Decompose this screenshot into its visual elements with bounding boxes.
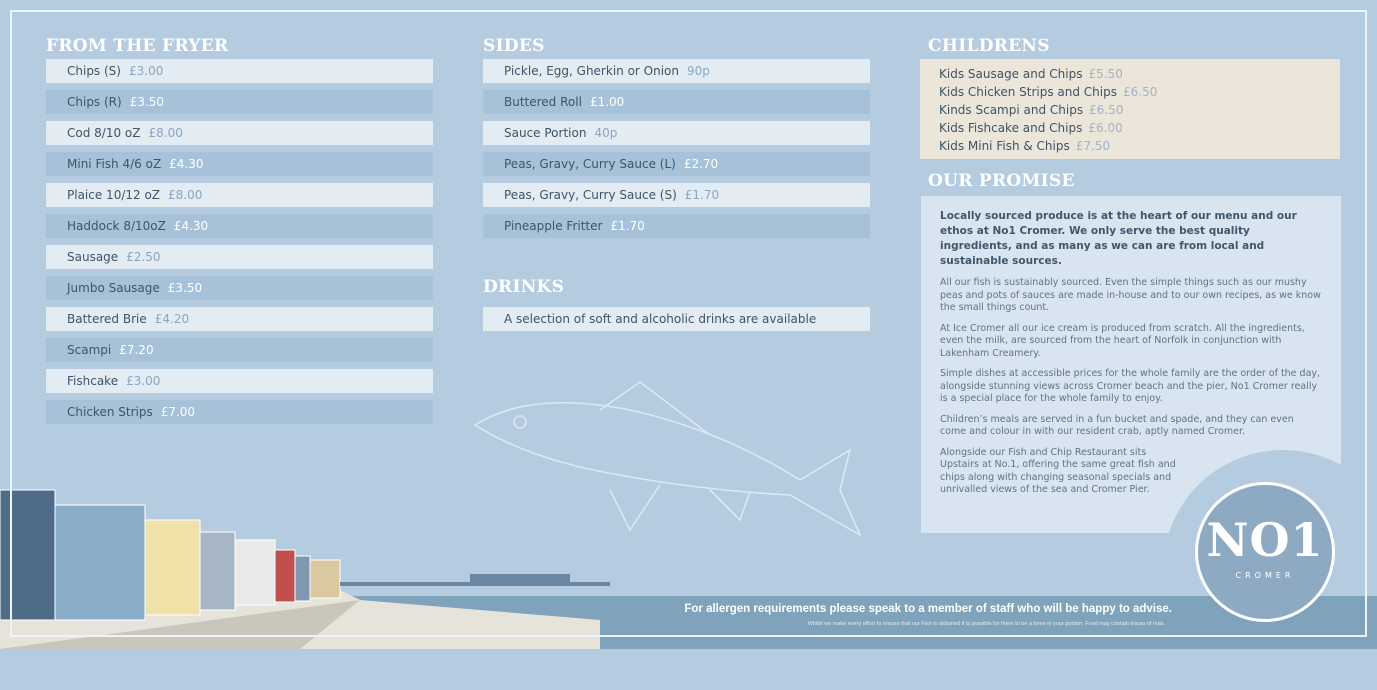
menu-item <box>939 67 1321 85</box>
item-name: Chips (R) <box>67 95 122 109</box>
item-name: Kids Mini Fish & Chips <box>939 139 1070 153</box>
drinks-item <box>483 307 870 331</box>
item-price: 40p <box>594 126 618 140</box>
sides-heading: SIDES <box>483 36 545 56</box>
item-price: £4.30 <box>173 219 209 233</box>
item-name: Sauce Portion <box>504 126 587 140</box>
item-price: £4.20 <box>154 312 190 326</box>
menu-item <box>46 276 433 300</box>
item-name: Kinds Scampi and Chips <box>939 103 1084 117</box>
item-price: £4.30 <box>169 157 204 171</box>
menu-item <box>46 152 433 176</box>
item-name: Cod 8/10 oZ <box>67 126 141 140</box>
item-name: Haddock 8/10oZ <box>67 219 166 233</box>
menu-item <box>483 90 870 114</box>
item-name: Kids Fishcake and Chips <box>939 121 1083 135</box>
item-price: £3.50 <box>129 95 165 109</box>
promise-heading: OUR PROMISE <box>928 171 1075 191</box>
promise-paragraph: At Ice Cromer all our ice cream is produced from scratch. All the ingredients, even the milk, are sourced from the heart of Norfolk in conjunction with Lakenham Creamery. <box>940 322 1305 359</box>
item-price: £3.00 <box>128 64 164 78</box>
menu-item <box>483 183 870 207</box>
menu-item <box>939 121 1321 139</box>
menu-item <box>939 139 1321 157</box>
item-name: Jumbo Sausage <box>67 281 160 295</box>
item-name: Buttered Roll <box>504 95 582 109</box>
bone-disclaimer: Whilst we make every effort to ensure that our Fish is deboned it is possible for there to be a bone in your portion. Food may contain traces of nuts. <box>807 621 1165 627</box>
drinks-text: A selection of soft and alcoholic drinks are available <box>504 312 817 326</box>
fryer-list <box>46 59 433 431</box>
logo-mark: NO1 <box>1206 513 1324 567</box>
item-price: £2.70 <box>683 157 719 171</box>
item-price: £8.00 <box>168 188 203 202</box>
item-name: Plaice 10/12 oZ <box>67 188 161 202</box>
menu-item <box>483 59 870 83</box>
drinks-heading: DRINKS <box>483 277 565 297</box>
item-price: £6.00 <box>1088 121 1123 135</box>
menu-item <box>483 214 870 238</box>
sides-list <box>483 59 870 245</box>
logo-place: CROMER <box>1235 571 1295 580</box>
promise-paragraph: All our fish is sustainably sourced. Even the simple things such as our mushy peas and pots of sauces are made in-house and to our own recipes, as we know the small things count. <box>940 277 1321 313</box>
item-name: Peas, Gravy, Curry Sauce (S) <box>504 188 677 202</box>
promise-paragraph: Locally sourced produce is at the heart of our menu and our ethos at No1 Cromer. We only serve the best quality ingredients, and as many as we can are from local and sustainable sources. <box>940 210 1297 267</box>
item-price: £3.00 <box>126 374 161 388</box>
item-price: £6.50 <box>1122 85 1158 99</box>
menu-item <box>46 183 433 207</box>
item-name: Sausage <box>67 250 119 264</box>
menu-item <box>483 152 870 176</box>
promise-paragraph: Simple dishes at accessible prices for the whole family are the order of the day, alongside stunning views across Cromer beach and the pier, No1 Cromer really is a special place for the whole family to enjoy. <box>940 368 1321 404</box>
item-price: £5.50 <box>1088 67 1123 81</box>
menu-item <box>46 245 433 269</box>
menu-item <box>46 307 433 331</box>
item-price: £1.00 <box>589 95 625 109</box>
promise-paragraph: Alongside our Fish and Chip Restaurant sits Upstairs at No.1, offering the same great fish and chips along with changing seasonal specials and unrivalled views of the sea and Cromer Pier. <box>940 446 1176 495</box>
item-name: Pickle, Egg, Gherkin or Onion <box>504 64 679 78</box>
item-name: Chicken Strips <box>67 405 153 419</box>
item-price: £6.50 <box>1089 103 1124 117</box>
menu-item <box>483 121 870 145</box>
menu-item <box>46 369 433 393</box>
menu-item <box>46 59 433 83</box>
menu-item <box>46 121 433 145</box>
item-name: Kids Chicken Strips and Chips <box>939 85 1117 99</box>
item-price: £7.20 <box>119 343 154 357</box>
item-name: Mini Fish 4/6 oZ <box>67 157 162 171</box>
no1-cromer-logo <box>1195 482 1335 622</box>
allergen-notice: For allergen requirements please speak to a member of staff who will be happy to advise. <box>684 603 1172 615</box>
item-name: Battered Brie <box>67 312 147 326</box>
menu-item <box>46 400 433 424</box>
item-name: Kids Sausage and Chips <box>939 67 1083 81</box>
promise-paragraph: Children’s meals are served in a fun bucket and spade, and they can even come and colour in with our resident crab, aptly named Cromer. <box>940 413 1294 437</box>
beach-scene <box>0 470 620 649</box>
menu-item <box>939 85 1321 103</box>
item-price: 90p <box>687 64 710 78</box>
item-price: £1.70 <box>684 188 720 202</box>
menu-item <box>46 90 433 114</box>
item-price: £8.00 <box>148 126 183 140</box>
menu-item <box>46 338 433 362</box>
drinks-list <box>483 307 870 338</box>
item-price: £2.50 <box>126 250 161 264</box>
childrens-heading: CHILDRENS <box>928 36 1050 56</box>
item-name: Fishcake <box>67 374 119 388</box>
menu-item <box>939 103 1321 121</box>
childrens-list <box>920 59 1340 159</box>
item-price: £7.50 <box>1075 139 1111 153</box>
menu-item <box>46 214 433 238</box>
item-name: Chips (S) <box>67 64 121 78</box>
item-price: £1.70 <box>610 219 645 233</box>
item-name: Pineapple Fritter <box>504 219 603 233</box>
item-price: £7.00 <box>160 405 196 419</box>
fryer-heading: FROM THE FRYER <box>46 36 229 56</box>
item-price: £3.50 <box>167 281 203 295</box>
item-name: Scampi <box>67 343 112 357</box>
item-name: Peas, Gravy, Curry Sauce (L) <box>504 157 676 171</box>
